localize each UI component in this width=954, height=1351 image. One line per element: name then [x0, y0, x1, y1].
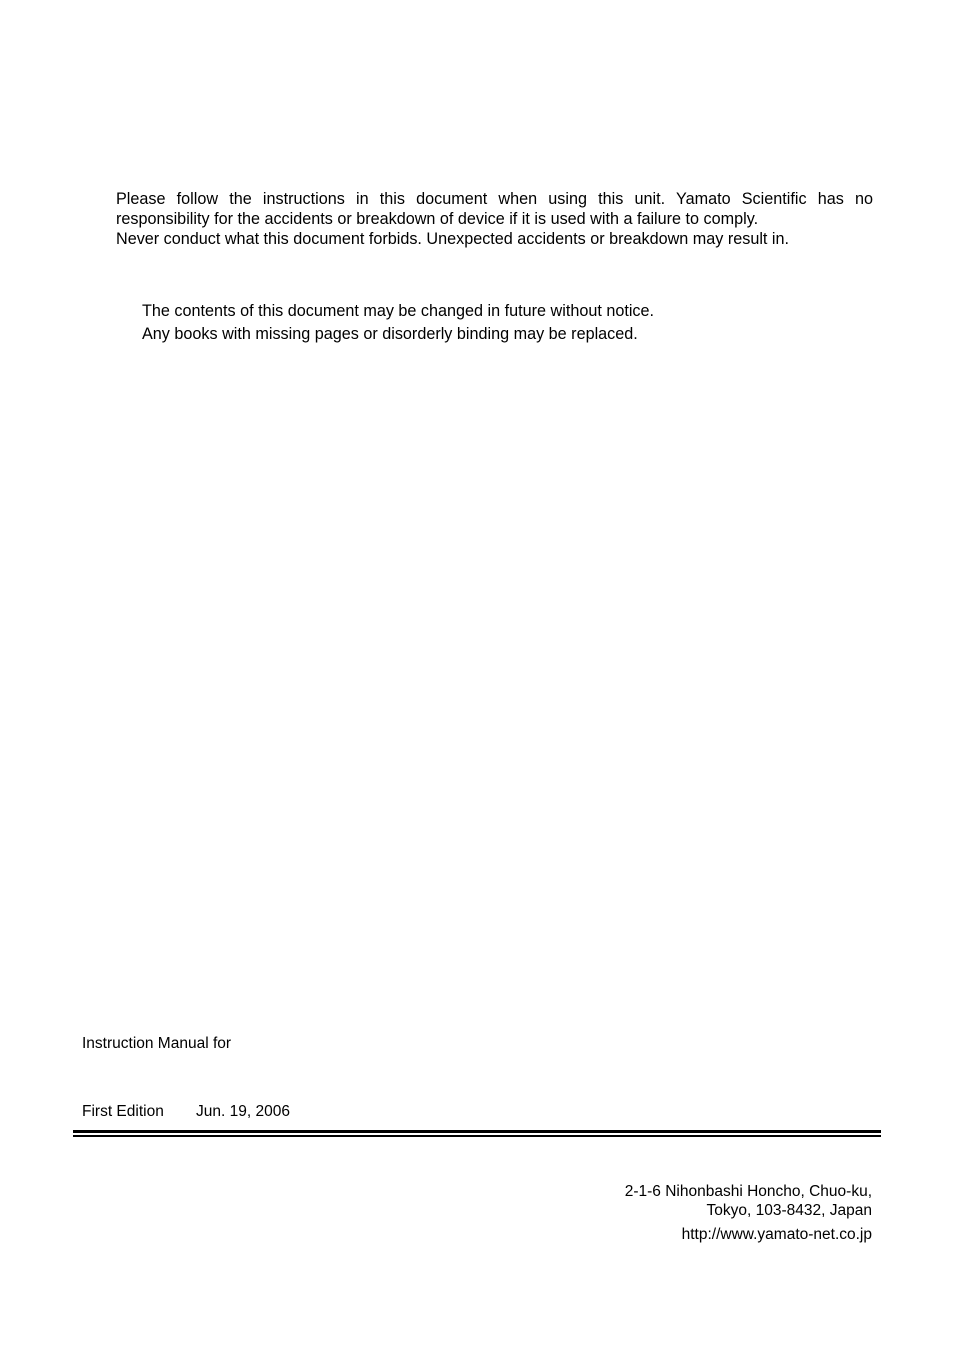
manual-title: Instruction Manual for [82, 1035, 232, 1052]
notice-line-1: Please follow the instructions in this document when using this unit. Yamato Scientific has no [116, 190, 873, 208]
disclaimer-line-2: Any books with missing pages or disorderly binding may be replaced. [142, 325, 638, 343]
address-line-2: Tokyo, 103-8432, Japan [706, 1202, 872, 1219]
notice-line-2: responsibility for the accidents or breakdown of device if it is used with a failure to comply. [116, 210, 759, 228]
notice-line-3: Never conduct what this document forbids. Unexpected accidents or breakdown may result in. [116, 230, 790, 248]
divider-thick [73, 1130, 881, 1133]
edition-label: First Edition [82, 1103, 164, 1120]
edition-info [82, 1103, 290, 1121]
edition-date: Jun. 19, 2006 [196, 1103, 290, 1120]
divider-thin [73, 1135, 881, 1137]
disclaimer-line-1: The contents of this document may be changed in future without notice. [142, 302, 655, 320]
website-link[interactable]: http://www.yamato-net.co.jp [681, 1226, 872, 1243]
usage-notice [116, 189, 873, 249]
address-line-1: 2-1-6 Nihonbashi Honcho, Chuo-ku, [624, 1183, 872, 1200]
company-address [625, 1182, 872, 1244]
disclaimer [142, 300, 842, 346]
